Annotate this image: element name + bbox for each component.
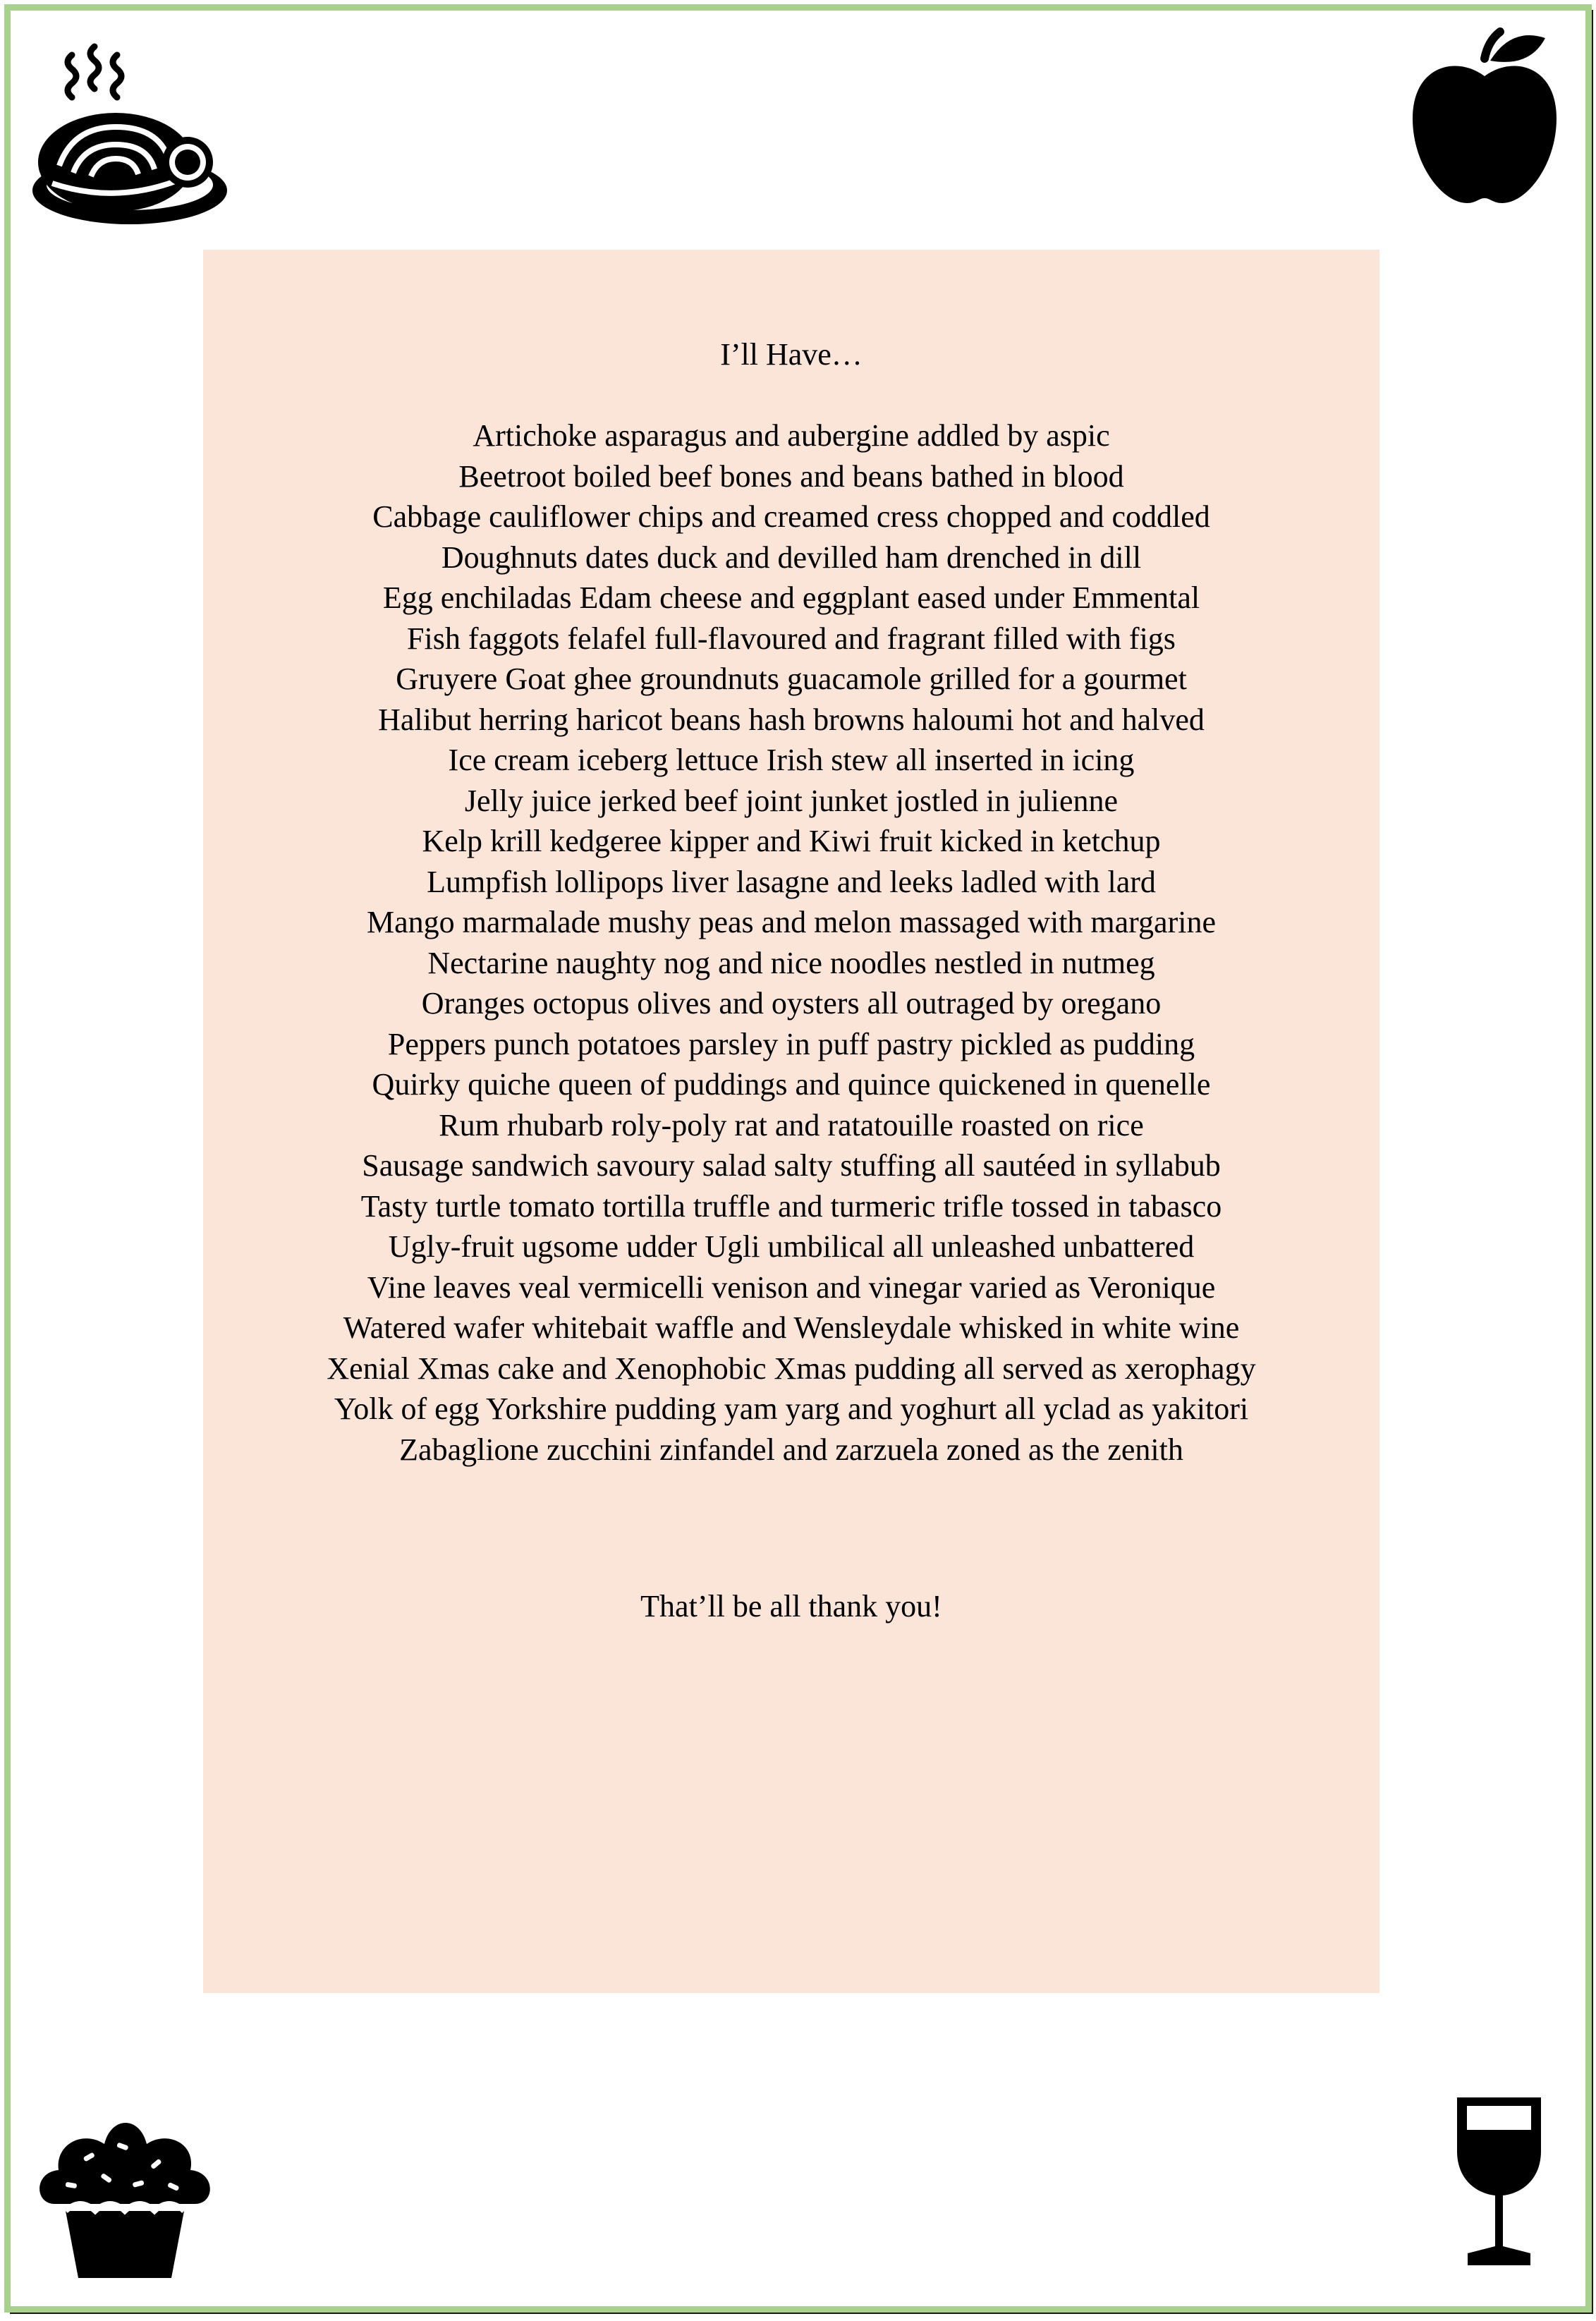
wine-glass-icon [1451, 2095, 1547, 2271]
poem-line: Lumpfish lollipops liver lasagne and leeks ladled with lard [427, 864, 1156, 899]
poem-line: Peppers punch potatoes parsley in puff pastry pickled as pudding [387, 1026, 1195, 1061]
poem-closing-line: That’ll be all thank you! [640, 1589, 942, 1624]
poem-line: Cabbage cauliflower chips and creamed cress chopped and coddled [372, 499, 1210, 534]
poem-line: Beetroot boiled beef bones and beans bathed in blood [458, 458, 1124, 494]
poem-line: Tasty turtle tomato tortilla truffle and turmeric trifle tossed in tabasco [360, 1188, 1222, 1224]
poem-line: Sausage sandwich savoury salad salty stuffing all sautéed in syllabub [362, 1148, 1221, 1183]
poem-line: Fish faggots felafel full-flavoured and fragrant filled with figs [407, 621, 1176, 656]
poem-line: Ice cream iceberg lettuce Irish stew all inserted in icing [448, 743, 1135, 777]
poem-line: Gruyere Goat ghee groundnuts guacamole grilled for a gourmet [396, 662, 1187, 696]
poem-line: Halibut herring haricot beans hash browns haloumi hot and halved [378, 702, 1205, 737]
poem-line: Xenial Xmas cake and Xenophobic Xmas pudding all served as xerophagy [327, 1351, 1256, 1386]
poem-line: Kelp krill kedgeree kipper and Kiwi fruit kicked in ketchup [422, 824, 1161, 858]
poem-line: Quirky quiche queen of puddings and quince quickened in quenelle [372, 1067, 1211, 1102]
poem-lines [203, 415, 1379, 1470]
poem-line: Mango marmalade mushy peas and melon massaged with margarine [367, 905, 1216, 939]
poem-line: Watered wafer whitebait waffle and Wensleydale whisked in white wine [343, 1310, 1240, 1345]
poem-line: Doughnuts dates duck and devilled ham drenched in dill [441, 540, 1142, 575]
poem-line: Yolk of egg Yorkshire pudding yam yarg and yoghurt all yclad as yakitori [334, 1391, 1249, 1426]
poem-panel [203, 250, 1379, 1993]
poem-line: Oranges octopus olives and oysters all outraged by oregano [421, 986, 1162, 1021]
poem-line: Rum rhubarb roly-poly rat and ratatouille roasted on rice [439, 1107, 1144, 1143]
poem-line: Ugly-fruit ugsome udder Ugli umbilical all unleashed unbattered [388, 1229, 1195, 1264]
poem-line: Zabaglione zucchini zinfandel and zarzuela zoned as the zenith [399, 1432, 1183, 1467]
poem-line: Jelly juice jerked beef joint junket jostled in julienne [464, 783, 1119, 818]
poem-line: Vine leaves veal vermicelli venison and vinegar varied as Veronique [367, 1269, 1216, 1305]
apple-icon [1407, 27, 1562, 207]
poem-title: I’ll Have… [720, 337, 863, 372]
cupcake-icon [34, 2105, 216, 2280]
poem-line: Egg enchiladas Edam cheese and eggplant eased under Emmental [382, 580, 1200, 615]
poem-line: Artichoke asparagus and aubergine addled by aspic [473, 418, 1110, 453]
pasta-bowl-icon [31, 42, 232, 229]
poem-line: Nectarine naughty nog and nice noodles nestled in nutmeg [427, 945, 1155, 980]
